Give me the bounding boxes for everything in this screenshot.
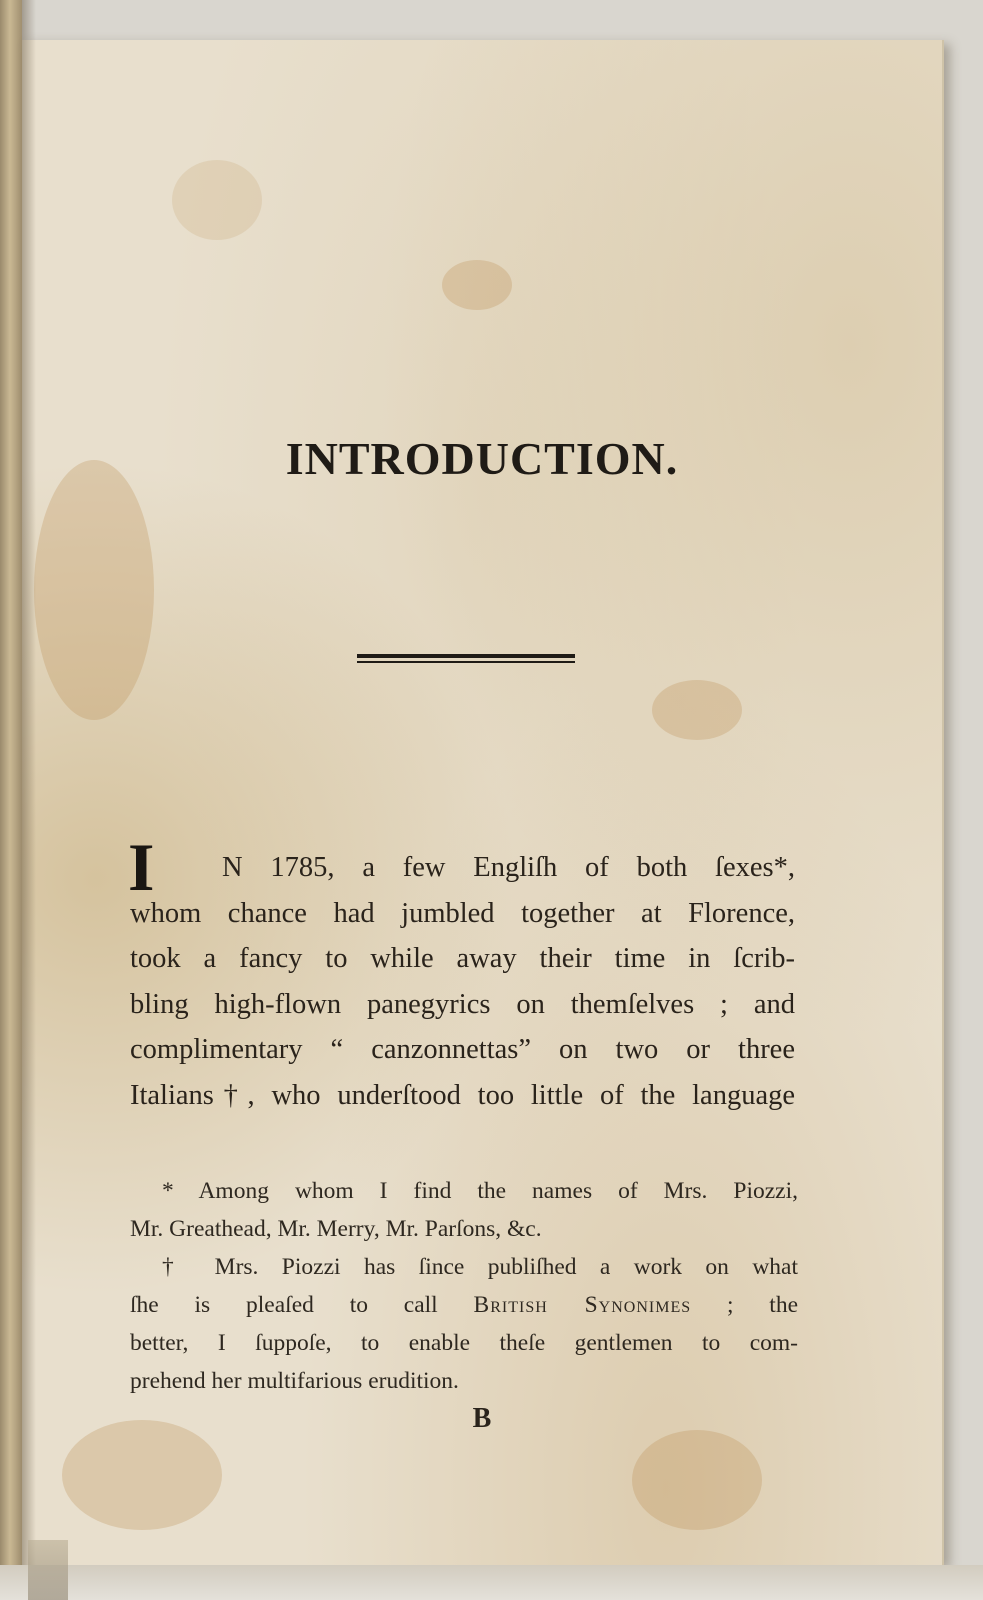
footnote-line (130, 1286, 798, 1324)
footnote-line: prehend her multifarious erudition. (130, 1368, 459, 1394)
gutter-shadow (22, 0, 36, 1600)
book-spine (0, 0, 22, 1600)
foxing-stain (632, 1430, 762, 1530)
footnote-text: ſhe is pleaſed to call (130, 1292, 438, 1318)
footnote-line: better, I ſuppoſe, to enable theſe gentlemen to com- (130, 1330, 798, 1356)
foxing-stain (62, 1420, 222, 1530)
body-paragraph (128, 829, 795, 1118)
signature-mark: B (472, 1403, 492, 1434)
footnote-line: * Among whom I find the names of Mrs. Piozzi, (162, 1178, 798, 1204)
body-line: took a fancy to while away their time in ſcrib- (130, 943, 795, 974)
ornamental-rule (357, 654, 575, 663)
foxing-stain (652, 680, 742, 740)
bookmark-ribbon (28, 1540, 68, 1600)
page-title: INTRODUCTION. (285, 433, 679, 484)
footnote-smallcaps: British Synonimes (473, 1292, 692, 1318)
footnote-line: Mr. Greathead, Mr. Merry, Mr. Parſons, &c. (130, 1216, 542, 1242)
body-line: Italians†, who underſtood too little of the language (130, 1079, 795, 1111)
book-page (22, 40, 944, 1565)
footnote-line: † Mrs. Piozzi has ſince publiſhed a work on what (162, 1254, 798, 1280)
foxing-stain (442, 260, 512, 310)
footnotes (130, 1172, 798, 1400)
drop-cap: I (128, 829, 155, 905)
foxing-stain (172, 160, 262, 240)
body-line: N 1785, a few Engliſh of both ſexes*, (222, 852, 795, 883)
body-line: complimentary “ canzonnettas” on two or three (130, 1034, 795, 1065)
foxing-stain (34, 460, 154, 720)
background-surface (0, 1565, 983, 1600)
body-line: whom chance had jumbled together at Florence, (130, 897, 795, 929)
body-line: bling high-flown panegyrics on themſelves ; and (130, 988, 795, 1020)
footnote-text: ; the (726, 1292, 799, 1318)
